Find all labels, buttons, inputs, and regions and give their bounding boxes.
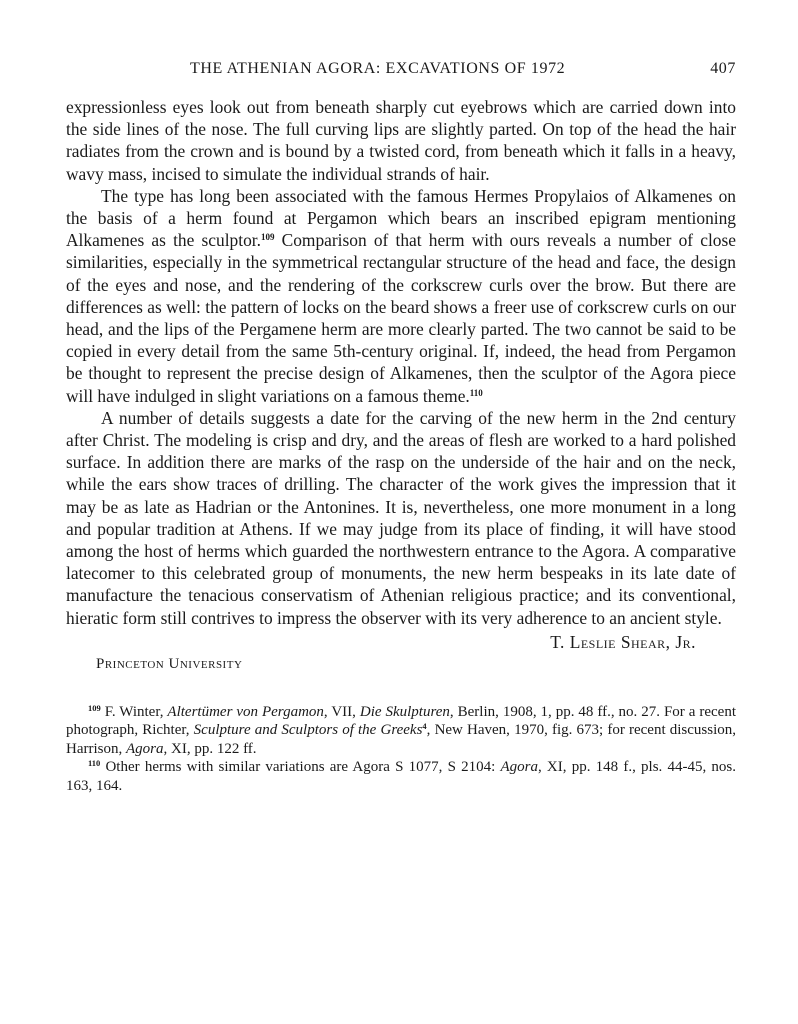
footnote-title-italic: Die Skulpturen: [359, 703, 450, 720]
footnote-title-italic: Altertümer von Pergamon: [167, 703, 324, 720]
footnote-text: F. Winter,: [100, 703, 168, 720]
footnote-text: , Berlin, 1908, 1, pp. 48 ff., no. 27. For a recent photograph, Richter,: [66, 703, 736, 739]
paragraph-1: expressionless eyes look out from beneath sharply cut eyebrows which are carried down into the side lines of the nose. The full curving lips are slightly parted. On top of the head the hair radiates from the crown and is bound by a twisted cord, from beneath which it falls in a heavy, wavy mass, incised to simulate the individual strands of hair.: [66, 97, 736, 184]
footnote-109: [66, 703, 736, 759]
paragraph-3: A number of details suggests a date for the carving of the new herm in the 2nd century after Christ. The modeling is crisp and dry, and the areas of flesh are worked to a hard polished surface. In addition there are marks of the rasp on the underside of the hair and on the neck, while the ears show traces of drilling. The character of the work gives the impression that it may be as late as Hadrian or the Antonines. It is, nevertheless, one more monument in a long and popular tradition at Athens. If we may judge from its place of finding, it will have stood among the host of herms which guarded the northwestern entrance to the Agora. A comparative latecomer to this celebrated group of monuments, the new herm bespeaks in its late date of manufacture the tenacious conservatism of Athenian religious practice; and its conventional, hieratic form still contrives to impress the observer with its very adherence to an ancient style.: [66, 407, 736, 628]
paragraph-2-text-b: Comparison of that herm with ours reveals a number of close similarities, especially in the symmetrical rectangular structure of the head and face, the design of the eyes and nose, and the rendering of the corkscrew curls over the brow. But there are differences as well: the pattern of locks on the beard shows a freer use of corkscrew curls on our head, and the lips of the Pergamene herm are more clearly parted. The two cannot be said to be copied in every detail from the same 5th-century original. If, indeed, the head from Pergamon be thought to represent the precise design of Alkamenes, then the sculptor of the Agora piece will have indulged in slight variations on a famous theme.: [66, 230, 736, 406]
footnote-text: , VII,: [323, 703, 360, 720]
body-text: [66, 96, 736, 629]
footnotes: [66, 703, 736, 796]
running-title: THE ATHENIAN AGORA: EXCAVATIONS OF 1972: [190, 60, 566, 77]
footnote-text: , XI, pp. 122 ff.: [163, 740, 257, 757]
author-name: T. Leslie Shear, Jr.: [550, 631, 696, 652]
footnote-text: , New Haven, 1970, fig. 673; for recent discussion, Harrison,: [66, 722, 737, 757]
footnote-ref-110[interactable]: 110: [469, 387, 483, 398]
page-number: 407: [710, 60, 736, 77]
running-head: [66, 56, 736, 84]
footnote-110: [66, 758, 736, 795]
paragraph-2-text-a: The type has long been associated with the famous Hermes Propylaios of Alkamenes on the basis of a herm found at Pergamon which bears an inscribed epigram mentioning Alkamenes as the sculptor.: [66, 185, 736, 251]
edition-superscript: 4: [422, 721, 427, 732]
author-affiliation: Princeton University: [96, 655, 243, 672]
footnote-number: 109: [88, 702, 101, 713]
footnote-title-italic: Sculpture and Sculptors of the Greeks: [193, 722, 423, 739]
page: [66, 56, 736, 795]
paragraph-2: [66, 185, 736, 407]
footnote-ref-109[interactable]: 109: [260, 232, 275, 243]
footnote-title-italic: Agora: [126, 740, 164, 757]
footnote-text: , XI, pp. 148 f., pls. 44-45, nos. 163, 164.: [66, 759, 737, 794]
footnote-text: Other herms with similar variations are Agora S 1077, S 2104:: [100, 759, 501, 776]
footnote-title-italic: Agora: [500, 759, 538, 776]
footnote-number: 110: [88, 758, 101, 769]
